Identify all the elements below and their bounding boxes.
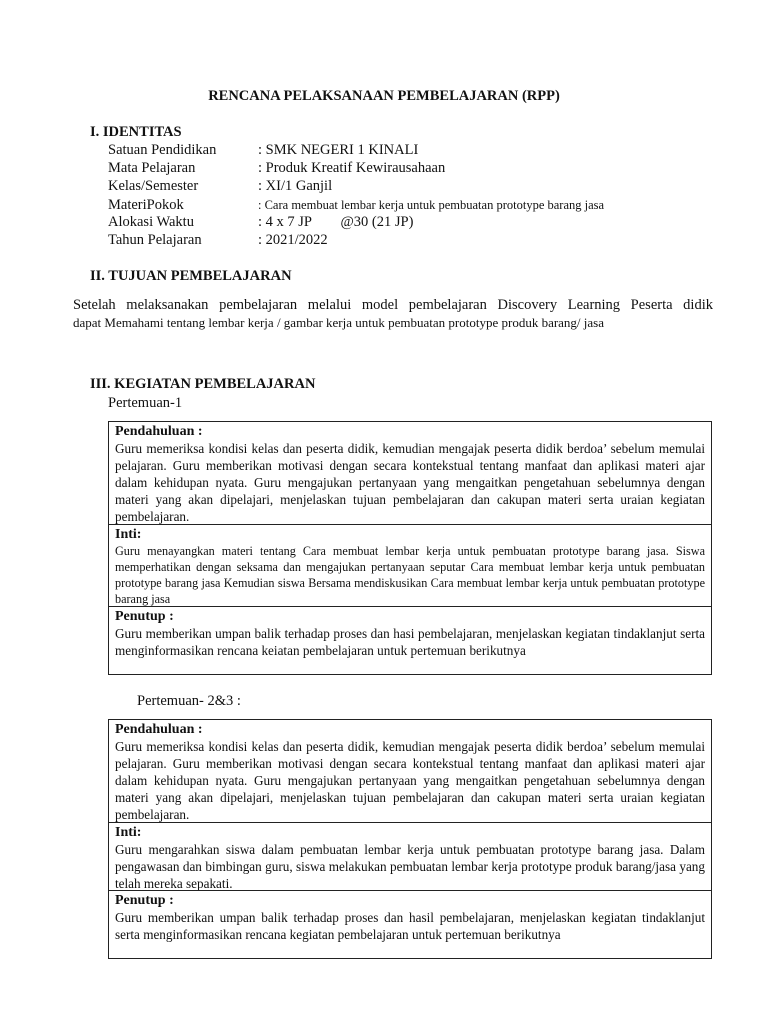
section-kegiatan-heading: III. KEGIATAN PEMBELAJARAN [90, 376, 316, 392]
identitas-value-alokasi: : 4 x 7 JP @30 (21 JP) [258, 214, 414, 230]
meeting2-pendahuluan-cell [109, 720, 711, 823]
identitas-label-alokasi: Alokasi Waktu [108, 214, 194, 230]
section-tujuan-heading: II. TUJUAN PEMBELAJARAN [90, 268, 292, 284]
meeting1-activity-table [108, 421, 712, 675]
identitas-value-mapel: : Produk Kreatif Kewirausahaan [258, 160, 446, 176]
meeting2-label: Pertemuan- 2&3 : [137, 693, 241, 709]
meeting2-penutup-text: Guru memberikan umpan balik terhadap proses dan hasil pembelajaran, menjelaskan kegiatan tindaklanjut serta menginformasikan rencana kegiatan pembelajaran untuk pertemuan berikutnya [115, 910, 705, 942]
meeting2-pendahuluan-heading: Pendahuluan : [115, 722, 203, 737]
identitas-value-tahun: : 2021/2022 [258, 232, 328, 248]
meeting1-penutup-cell [109, 607, 711, 674]
identitas-label-kelas: Kelas/Semester [108, 178, 199, 194]
meeting1-penutup-heading: Penutup : [115, 609, 174, 624]
identitas-label-satuan: Satuan Pendidikan [108, 142, 217, 158]
document-title: RENCANA PELAKSANAAN PEMBELAJARAN (RPP) [208, 88, 560, 104]
meeting2-inti-heading: Inti: [115, 825, 142, 840]
identitas-value-kelas: : XI/1 Ganjil [258, 178, 333, 194]
meeting2-pendahuluan-text: Guru memeriksa kondisi kelas dan peserta didik, kemudian mengajak peserta didik berdoa’ sebelum memulai pelajaran. Guru memberikan motivasi dengan secara kontekstual tentang manfaat dan aplikasi materi ajar dalam kehidupan nyata. Guru mengajukan pertanyaan yang mengaitkan pengetahuan sebelumnya dengan materi yang akan dipelajari, menjelaskan tujuan pembelajaran dan cakupan materi serta uraian kegiatan pembelajaran. [115, 739, 705, 822]
meeting2-activity-table [108, 719, 712, 959]
meeting1-inti-cell [109, 525, 711, 607]
meeting2-penutup-heading: Penutup : [115, 893, 174, 908]
identitas-label-materi: MateriPokok [108, 197, 184, 213]
meeting2-penutup-cell [109, 891, 711, 958]
meeting1-label: Pertemuan-1 [108, 395, 183, 411]
meeting1-inti-heading: Inti: [115, 527, 142, 542]
tujuan-text-line2: dapat Memahami tentang lembar kerja / gambar kerja untuk pembuatan prototype produk barang/ jasa [73, 315, 605, 330]
identitas-label-mapel: Mata Pelajaran [108, 160, 196, 176]
meeting2-inti-cell [109, 823, 711, 891]
section-identitas-heading: I. IDENTITAS [90, 124, 182, 140]
identitas-label-tahun: Tahun Pelajaran [108, 232, 202, 248]
tujuan-text-line1: Setelah melaksanakan pembelajaran melalui model pembelajaran Discovery Learning Peserta didik [73, 297, 713, 313]
meeting1-pendahuluan-heading: Pendahuluan : [115, 424, 203, 439]
meeting1-inti-text: Guru menayangkan materi tentang Cara membuat lembar kerja untuk pembuatan prototype barang jasa. Siswa memperhatikan dengan seksama dan mengajukan pertanyaan seputar Cara membuat lembar kerja untuk pembuatan prototype barang jasa Kemudian siswa Bersama mendiskusikan Cara membuat lembar kerja untuk pembuatan prototype barang jasa [115, 544, 705, 606]
identitas-value-satuan: : SMK NEGERI 1 KINALI [258, 142, 419, 158]
meeting1-pendahuluan-text: Guru memeriksa kondisi kelas dan peserta didik, kemudian mengajak peserta didik berdoa’ sebelum memulai pelajaran. Guru memberikan motivasi dengan secara kontekstual tentang manfaat dan aplikasi materi ajar dalam kehidupan nyata. Guru mengajukan pertanyaan yang mengaitkan pengetahuan sebelumnya dengan materi yang akan dipelajari, menjelaskan tujuan pembelajaran dan cakupan materi serta uraian kegiatan pembelajaran. [115, 441, 705, 524]
identitas-value-materi: : Cara membuat lembar kerja untuk pembuatan prototype barang jasa [258, 198, 605, 212]
meeting1-penutup-text: Guru memberikan umpan balik terhadap proses dan hasi pembelajaran, menjelaskan kegiatan tindaklanjut serta menginformasikan rencana keiatan pembelajaran untuk pertemuan berikutnya [115, 626, 705, 658]
meeting2-inti-text: Guru mengarahkan siswa dalam pembuatan lembar kerja untuk pembuatan prototype barang jasa. Dalam pengawasan dan bimbingan guru, siswa melakukan pembuatan lembar kerja prototype produk barang/jasa yang telah mereka sepakati. [115, 842, 705, 891]
meeting1-pendahuluan-cell [109, 422, 711, 525]
